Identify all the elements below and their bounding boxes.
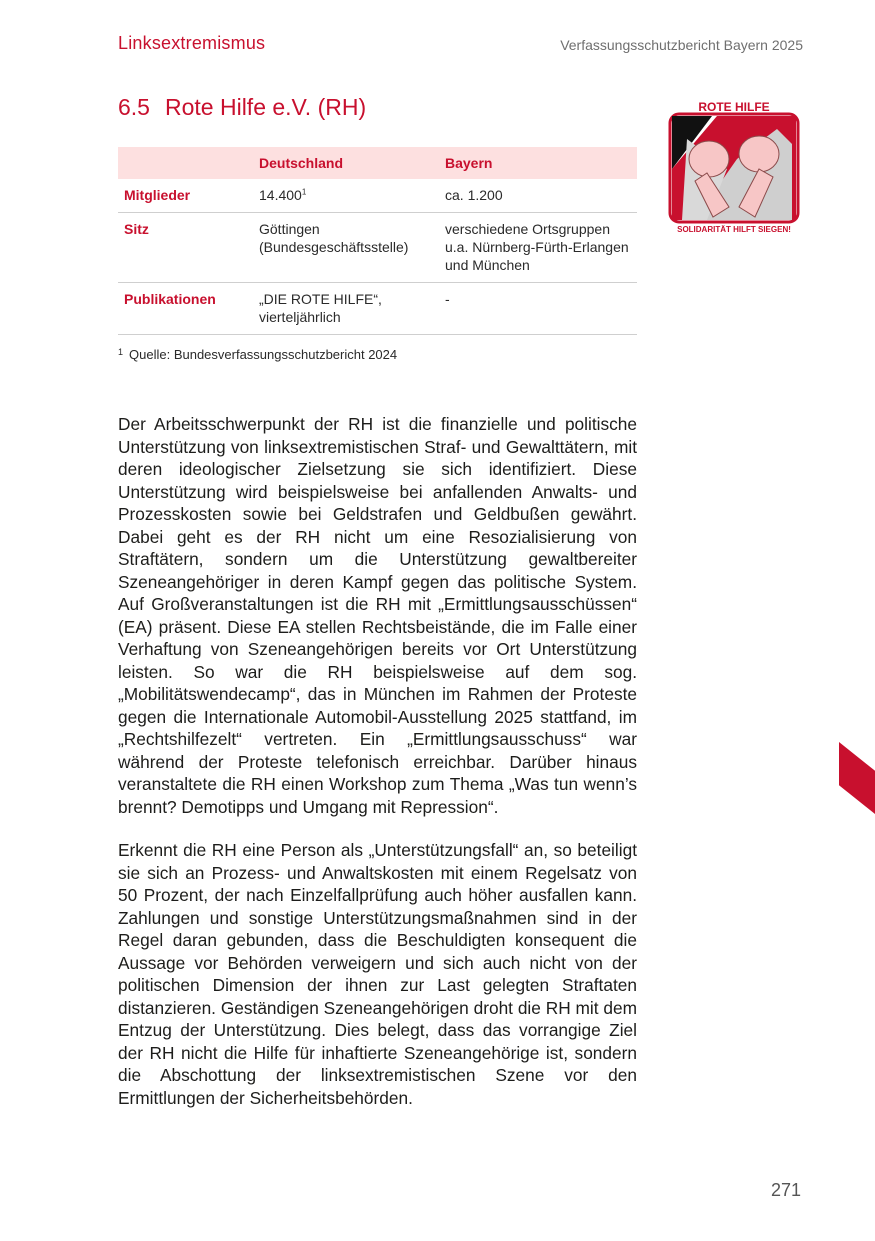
cell-publikationen-deutschland: „DIE ROTE HILFE“, vierteljährlich bbox=[253, 283, 439, 335]
logo-top-text: ROTE HILFE bbox=[698, 100, 770, 114]
table-row bbox=[118, 213, 637, 283]
section-title: Rote Hilfe e.V. (RH) bbox=[165, 94, 367, 120]
table-row bbox=[118, 283, 637, 335]
row-label-publikationen: Publikationen bbox=[118, 283, 253, 335]
table-row bbox=[118, 179, 637, 213]
running-header-publication: Verfassungsschutzbericht Bayern 2025 bbox=[560, 37, 803, 53]
table-header-row bbox=[118, 147, 637, 179]
section-heading bbox=[118, 94, 366, 121]
page-number: 271 bbox=[770, 1180, 801, 1200]
table-header-deutschland: Deutschland bbox=[253, 147, 439, 179]
body-paragraph-1: Der Arbeitsschwerpunkt der RH ist die finanzielle und politische Unterstützung von linksextremistischen Straf- und Gewalttätern, mit deren ideologischer Zielsetzung sie sich identifiziert. Diese Unterstützung wird beispielsweise bei anfallenden Anwalts- und Prozesskosten sowie bei Geldstrafen und Geldbußen gewährt. Dabei geht es der RH nicht um eine Resozialisierung von Straftätern, sondern um die Unterstützung gewaltbereiter Szeneangehöriger in deren Kampf gegen das politische System. Auf Großveranstaltungen ist die RH mit „Ermittlungsausschüssen“ (EA) präsent. Diese EA stellen Rechtsbeistände, die im Falle einer Verhaftung von Szeneangehörigen bereits vor Ort Unterstützung leisten. So war die RH beispielsweise auf dem sog. „Mobilitätswendecamp“, das in München im Rahmen der Proteste gegen die Internationale Automobil-Ausstellung 2025 stattfand, im „Rechtshilfezelt“ vertreten. Ein „Ermittlungsausschuss“ war während der Proteste telefonisch erreichbar. Darüber hinaus veranstaltete die RH einen Workshop zum Thema „Was tun wenn’s brennt? Demotipps und Umgang mit Repression“. bbox=[118, 414, 637, 817]
cell-publikationen-bayern: - bbox=[439, 283, 637, 335]
organization-facts-table bbox=[118, 147, 637, 335]
footnote-marker: 1 bbox=[301, 187, 307, 197]
row-label-sitz: Sitz bbox=[118, 213, 253, 283]
cell-mitglieder-bayern: ca. 1.200 bbox=[439, 179, 637, 213]
table-footnote bbox=[118, 347, 397, 362]
cell-value: 14.400 bbox=[259, 187, 302, 203]
cell-sitz-deutschland: Göttingen (Bundesgeschäftsstelle) bbox=[253, 213, 439, 283]
footnote-text: Quelle: Bundesverfassungsschutzbericht 2024 bbox=[129, 347, 398, 362]
row-label-mitglieder: Mitglieder bbox=[118, 179, 253, 213]
table-header-empty bbox=[118, 147, 253, 179]
chapter-tab-marker bbox=[839, 742, 875, 814]
rote-hilfe-logo bbox=[667, 99, 801, 236]
cell-sitz-bayern: verschiedene Ortsgruppen u.a. Nürnberg-Fürth-Erlangen und München bbox=[439, 213, 637, 283]
footnote-number: 1 bbox=[118, 347, 124, 357]
table-header-bayern: Bayern bbox=[439, 147, 637, 179]
running-header-section: Linksextremismus bbox=[118, 33, 266, 53]
cell-mitglieder-deutschland bbox=[253, 179, 439, 213]
body-paragraph-2: Erkennt die RH eine Person als „Unterstützungsfall“ an, so beteiligt sie sich an Prozess- und Anwaltskosten mit einem Regelsatz von 50 Prozent, der nach Einzelfallprüfung auch höher ausfallen kann. Zahlungen und sonstige Unterstützungsmaßnahmen sind in der Regel daran gebunden, dass die Beschuldigten konsequent die Aussage vor Behörden verweigern und sich auch nicht von der politischen Dimension der ihnen zur Last gelegten Straftaten distanzieren. Geständigen Szeneangehörigen droht die RH mit dem Entzug der Unterstützung. Dies belegt, dass das vorrangige Ziel der RH nicht die Hilfe für inhaftierte Szeneangehörige ist, sondern die Abschottung der linksextremistischen Szene vor den Ermittlungen der Sicherheitsbehörden. bbox=[118, 840, 637, 1108]
section-number: 6.5 bbox=[118, 94, 150, 120]
logo-bottom-text: SOLIDARITÄT HILFT SIEGEN! bbox=[677, 225, 791, 234]
